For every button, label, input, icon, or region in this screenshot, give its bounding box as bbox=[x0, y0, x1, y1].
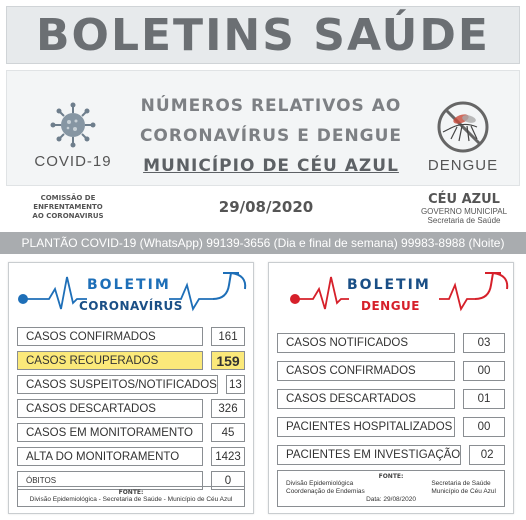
stat-label: CASOS SUSPEITOS/NOTIFICADOS bbox=[17, 375, 218, 394]
stat-value: 45 bbox=[211, 423, 245, 442]
dengue-block bbox=[423, 99, 503, 174]
stat-label: CASOS NOTIFICADOS bbox=[277, 333, 455, 353]
dengue-card-subtitle: DENGUE bbox=[361, 299, 420, 313]
covid-card-title: BOLETIM bbox=[87, 277, 171, 293]
city-dept: Secretaria de Saúde bbox=[427, 216, 501, 225]
source-grid bbox=[280, 480, 502, 496]
dengue-row-discarded bbox=[277, 389, 505, 409]
topic-headline bbox=[121, 91, 421, 181]
covid-block bbox=[27, 101, 119, 170]
covid-label: COVID-19 bbox=[34, 153, 112, 170]
stat-value: 159 bbox=[211, 351, 245, 370]
stat-label: CASOS DESCARTADOS bbox=[277, 389, 455, 409]
stat-label: ALTA DO MONITORAMENTO bbox=[17, 447, 203, 466]
covid-row-recovered bbox=[17, 351, 245, 370]
dengue-row-hospitalized bbox=[277, 417, 505, 437]
dengue-label: DENGUE bbox=[427, 157, 499, 174]
dengue-row-notified bbox=[277, 333, 505, 353]
no-mosquito-icon bbox=[435, 99, 491, 155]
covid-card-header bbox=[9, 263, 253, 321]
stat-label: CASOS DESCARTADOS bbox=[17, 399, 203, 418]
hotline-text: PLANTÃO COVID-19 (WhatsApp) 99139-3656 (Dia e final de semana) 99983-8988 (Noite) bbox=[21, 236, 505, 250]
stat-value: 00 bbox=[463, 361, 505, 381]
stat-label: PACIENTES EM INVESTIGAÇÃO bbox=[277, 445, 461, 465]
commission-line-3: AO CORONAVIRUS bbox=[32, 212, 104, 220]
stat-label: CASOS CONFIRMADOS bbox=[17, 327, 203, 346]
report-date: 29/08/2020 bbox=[218, 198, 314, 216]
covid-row-discharged bbox=[17, 447, 245, 466]
stat-value: 03 bbox=[463, 333, 505, 353]
topic-line-2: CORONAVÍRUS E DENGUE bbox=[139, 126, 403, 146]
stat-value: 02 bbox=[469, 445, 505, 465]
source-title: FONTE: bbox=[118, 489, 144, 496]
city-gov: GOVERNO MUNICIPAL bbox=[420, 207, 508, 216]
covid-row-monitoring bbox=[17, 423, 245, 442]
topic-line-1: NÚMEROS RELATIVOS AO bbox=[140, 96, 402, 116]
stat-value: 161 bbox=[211, 327, 245, 346]
commission-line-1: COMISSÃO DE bbox=[40, 194, 96, 202]
stat-label: PACIENTES HOSPITALIZADOS bbox=[277, 417, 455, 437]
virus-icon bbox=[49, 101, 97, 149]
stat-value: 01 bbox=[463, 389, 505, 409]
stat-value: 326 bbox=[211, 399, 245, 418]
dengue-stats bbox=[277, 333, 505, 473]
stat-value: 00 bbox=[463, 417, 505, 437]
stat-label: CASOS RECUPERADOS bbox=[17, 351, 203, 370]
info-row bbox=[6, 190, 520, 230]
topic-panel bbox=[6, 70, 520, 186]
source-right-2: Município de Céu Azul bbox=[431, 488, 496, 495]
source-date: Data: 29/08/2020 bbox=[366, 496, 416, 503]
covid-stats bbox=[17, 327, 245, 495]
stat-label: CASOS EM MONITORAMENTO bbox=[17, 423, 203, 442]
dengue-card-header bbox=[269, 263, 513, 321]
page-title: BOLETINS SAÚDE bbox=[36, 9, 490, 61]
covid-row-confirmed bbox=[17, 327, 245, 346]
covid-card-subtitle: CORONAVÍRUS bbox=[79, 299, 183, 313]
dengue-bulletin-card bbox=[268, 262, 514, 514]
hotline-bar bbox=[0, 232, 526, 254]
stat-value: 0 bbox=[211, 471, 245, 490]
stat-value: 13 bbox=[226, 375, 245, 394]
header-banner bbox=[6, 6, 520, 64]
source-left-1: Divisão Epidemiológica bbox=[286, 480, 354, 487]
source-right-1: Secretaria de Saúde bbox=[431, 480, 491, 487]
stat-label: ÓBITOS bbox=[17, 471, 203, 490]
dengue-row-confirmed bbox=[277, 361, 505, 381]
city-logo bbox=[414, 193, 514, 225]
dengue-source bbox=[277, 470, 505, 507]
dengue-row-investigation bbox=[277, 445, 505, 465]
commission-line-2: ENFRENTAMENTO bbox=[33, 203, 103, 211]
covid-row-suspected bbox=[17, 375, 245, 394]
dengue-card-title: BOLETIM bbox=[347, 277, 431, 293]
covid-source bbox=[17, 486, 245, 507]
city-name: CÉU AZUL bbox=[428, 192, 500, 207]
stat-value: 1423 bbox=[211, 447, 245, 466]
covid-row-discarded bbox=[17, 399, 245, 418]
stat-label: CASOS CONFIRMADOS bbox=[277, 361, 455, 381]
source-title: FONTE: bbox=[378, 473, 404, 480]
covid-bulletin-card bbox=[8, 262, 254, 514]
source-text: Divisão Epidemiológica - Secretaria de Saúde - Município de Céu Azul bbox=[29, 496, 233, 503]
topic-line-3: MUNICÍPIO DE CÉU AZUL bbox=[143, 156, 399, 176]
source-left-2: Coordenação de Endemias bbox=[286, 488, 365, 495]
commission-label bbox=[20, 194, 116, 221]
